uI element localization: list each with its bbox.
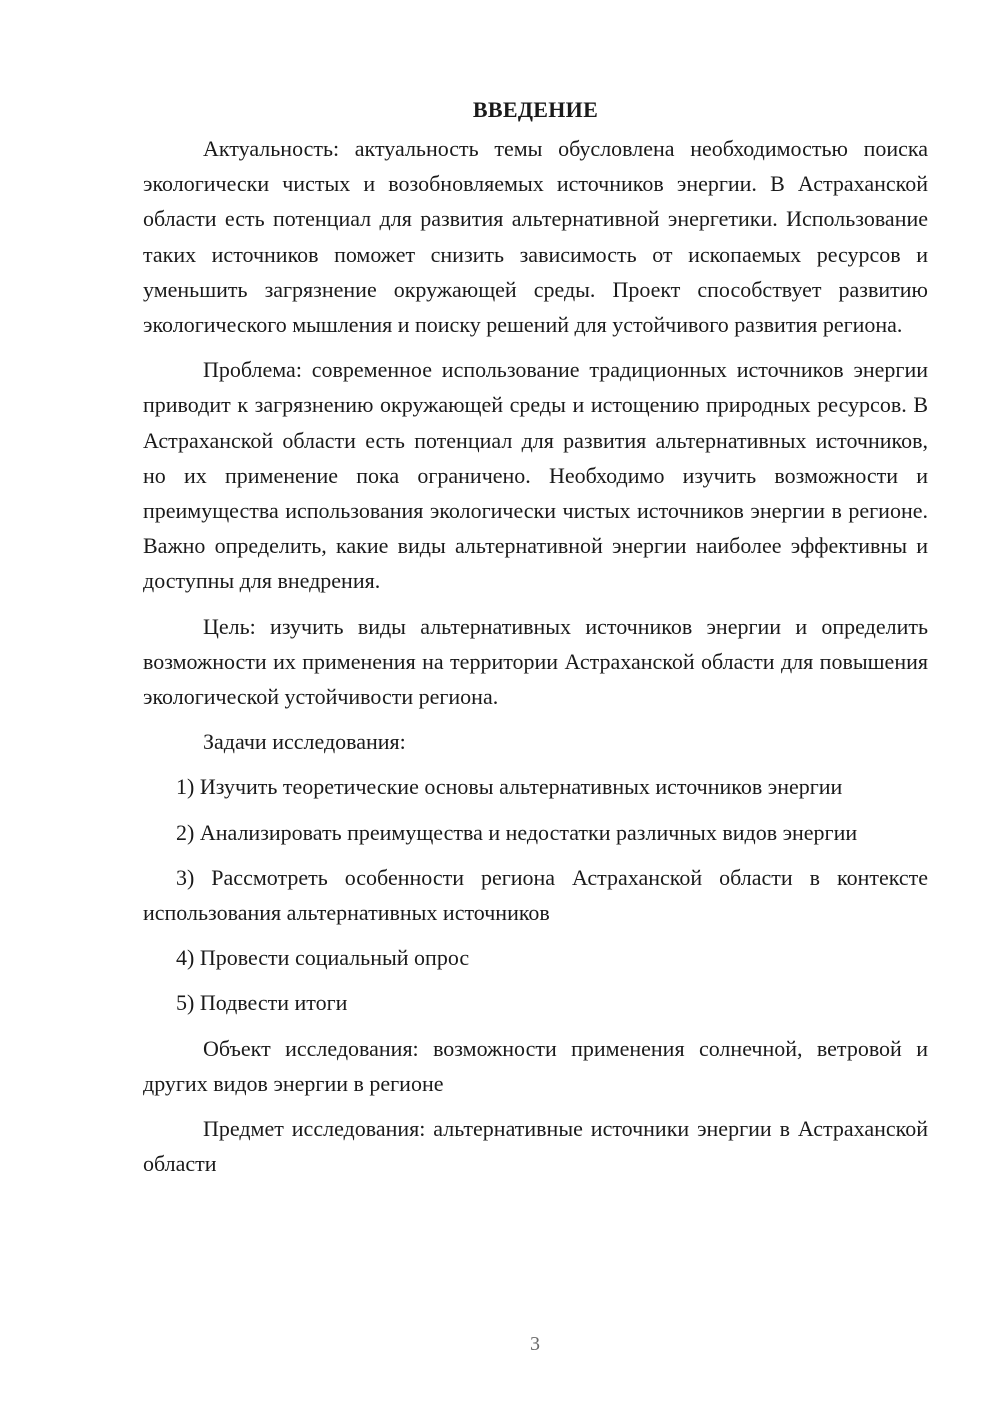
document-page xyxy=(143,92,928,1191)
problem-paragraph: Проблема: современное использование традиционных источников энергии приводит к загрязнению окружающей среды и истощению природных ресурсов. В Астраханской области есть потенциал для развития альтернативных источников, но их применение пока ограничено. Необходимо изучить возможности и преимущества использования экологически чистых источников энергии в регионе. Важно определить, какие виды альтернативной энергии наиболее эффективны и доступны для внедрения. xyxy=(143,357,928,594)
task-item: 4) Провести социальный опрос xyxy=(176,945,470,971)
subject-paragraph: Предмет исследования: альтернативные источники энергии в Астраханской области xyxy=(143,1116,928,1177)
task-item: 3) Рассмотреть особенности региона Астраханской области в контексте использования альтернативных источников xyxy=(143,864,928,926)
tasks-title: Задачи исследования: xyxy=(203,729,406,755)
goal-paragraph: Цель: изучить виды альтернативных источников энергии и определить возможности их применения на территории Астраханской области для повышения экологической устойчивости региона. xyxy=(143,613,928,710)
task-item: 2) Анализировать преимущества и недостатки различных видов энергии xyxy=(176,819,858,845)
page-title: ВВЕДЕНИЕ xyxy=(472,97,599,122)
task-item: 5) Подвести итоги xyxy=(176,990,348,1016)
relevance-paragraph: Актуальность: актуальность темы обусловлена необходимостью поиска экологически чистых и возобновляемых источников энергии. В Астраханской области есть потенциал для развития альтернативной энергетики. Использование таких источников поможет снизить зависимость от ископаемых ресурсов и уменьшить загрязнение окружающей среды. Проект способствует развитию экологического мышления и поиску решений для устойчивого развития региона. xyxy=(143,136,928,338)
task-item: 1) Изучить теоретические основы альтернативных источников энергии xyxy=(176,774,843,800)
object-paragraph: Объект исследования: возможности применения солнечной, ветровой и других видов энергии в регионе xyxy=(143,1035,928,1096)
page-number: 3 xyxy=(530,1333,540,1355)
